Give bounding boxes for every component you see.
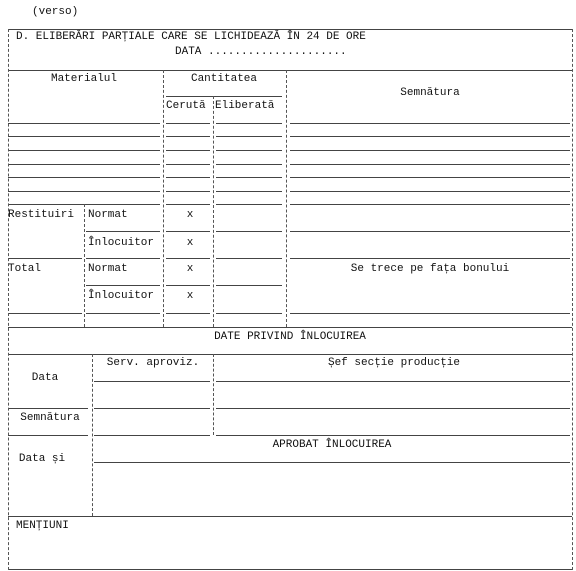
row-rule-6a	[8, 191, 160, 192]
rule-header-bottom	[8, 70, 572, 71]
label-signature: Semnătura	[20, 412, 80, 424]
total-normat-rule-c	[216, 285, 282, 286]
row-rule-5a	[8, 177, 160, 178]
total-normat-rule-a	[86, 285, 160, 286]
replacement-section-title: DATE PRIVIND ÎNLOCUIREA	[214, 331, 366, 343]
rule-quantity-under	[166, 96, 282, 97]
column-signature: Semnătura	[400, 87, 460, 99]
divider-replacement-label	[92, 354, 93, 516]
divider-quantity-inner	[213, 96, 214, 327]
mentions-label: MENȚIUNI	[16, 520, 69, 532]
total-bottom-b	[86, 313, 160, 314]
row-rule-1d	[290, 123, 570, 124]
restitutions-replacement-x: x	[186, 237, 194, 249]
row-rule-6d	[290, 191, 570, 192]
rule-approved-bottom	[8, 516, 572, 517]
restitutions-normat: Normat	[88, 209, 128, 221]
date-line: DATA .....................	[175, 46, 347, 58]
total-bottom-e	[290, 313, 570, 314]
row-rule-5b	[166, 177, 210, 178]
row-rule-4a	[8, 164, 160, 165]
row-rule-7d	[290, 204, 570, 205]
left-border	[8, 29, 9, 570]
rule-top	[8, 29, 572, 30]
row-rule-7b	[166, 204, 210, 205]
row-rule-6c	[216, 191, 282, 192]
replacement-rule-3c	[216, 435, 570, 436]
restitutions-bottom-d	[216, 258, 282, 259]
row-rule-4c	[216, 164, 282, 165]
total-normat-rule-b	[166, 285, 210, 286]
replacement-rule-3b	[94, 435, 210, 436]
restitutions-bottom-e	[290, 258, 570, 259]
restitutions-bottom-c	[166, 258, 210, 259]
verso-label: (verso)	[32, 6, 79, 18]
column-material: Materialul	[50, 73, 117, 85]
replacement-rule-2c	[216, 408, 570, 409]
total-normat-x: x	[186, 263, 194, 275]
row-rule-1c	[216, 123, 282, 124]
column-supply-service: Serv. aproviz.	[106, 357, 200, 369]
approved-rule	[94, 462, 570, 463]
restitutions-bottom-b	[86, 258, 160, 259]
row-rule-1b	[166, 123, 210, 124]
total-bottom-c	[166, 313, 210, 314]
total-replacement-x: x	[186, 290, 194, 302]
row-rule-2c	[216, 136, 282, 137]
row-total: Total	[8, 263, 42, 275]
replacement-rule-2a	[8, 408, 88, 409]
replacement-rule-2b	[94, 408, 210, 409]
row-rule-3b	[166, 150, 210, 151]
row-rule-3c	[216, 150, 282, 151]
approved-replacement: APROBAT ÎNLOCUIREA	[272, 439, 392, 451]
total-bottom-d	[216, 313, 282, 314]
divider-signature	[286, 70, 287, 327]
row-rule-6b	[166, 191, 210, 192]
row-restitutions: Restituiri	[8, 209, 75, 221]
restitutions-replacement: Înlocuitor	[88, 237, 155, 249]
row-rule-5d	[290, 177, 570, 178]
row-rule-1a	[8, 123, 160, 124]
divider-material	[163, 70, 164, 327]
label-date: Data	[31, 372, 59, 384]
row-rule-2b	[166, 136, 210, 137]
restitutions-normat-x: x	[186, 209, 194, 221]
row-rule-3d	[290, 150, 570, 151]
label-date-and: Data și	[18, 453, 66, 465]
row-rule-4b	[166, 164, 210, 165]
front-page-note: Se trece pe fața bonului	[350, 263, 510, 275]
total-bottom-a	[8, 313, 82, 314]
rule-bottom	[8, 569, 572, 570]
row-rule-2a	[8, 136, 160, 137]
replacement-rule-1b	[216, 381, 570, 382]
divider-replacement-mid	[213, 354, 214, 435]
total-replacement: Înlocuitor	[88, 290, 155, 302]
restitutions-normat-rule-b	[166, 231, 210, 232]
restitutions-normat-rule-c	[216, 231, 282, 232]
column-quantity: Cantitatea	[190, 73, 257, 85]
row-rule-3a	[8, 150, 160, 151]
row-rule-5c	[216, 177, 282, 178]
row-rule-7c	[216, 204, 282, 205]
column-required: Cerută	[166, 100, 206, 112]
column-released: Eliberată	[215, 100, 275, 112]
row-rule-2d	[290, 136, 570, 137]
rule-section-top	[8, 327, 572, 328]
total-normat: Normat	[88, 263, 128, 275]
row-rule-4d	[290, 164, 570, 165]
replacement-rule-1a	[94, 381, 210, 382]
restitutions-bottom-a	[8, 258, 82, 259]
restitutions-normat-rule-d	[290, 231, 570, 232]
form-title: D. ELIBERĂRI PARȚIALE CARE SE LICHIDEAZĂ ÎN 24 DE ORE	[16, 31, 366, 43]
right-border	[572, 29, 573, 570]
replacement-rule-3a	[8, 435, 88, 436]
divider-row-label	[84, 204, 85, 327]
column-production-head: Șef secție producție	[327, 357, 461, 369]
restitutions-normat-rule-a	[86, 231, 160, 232]
